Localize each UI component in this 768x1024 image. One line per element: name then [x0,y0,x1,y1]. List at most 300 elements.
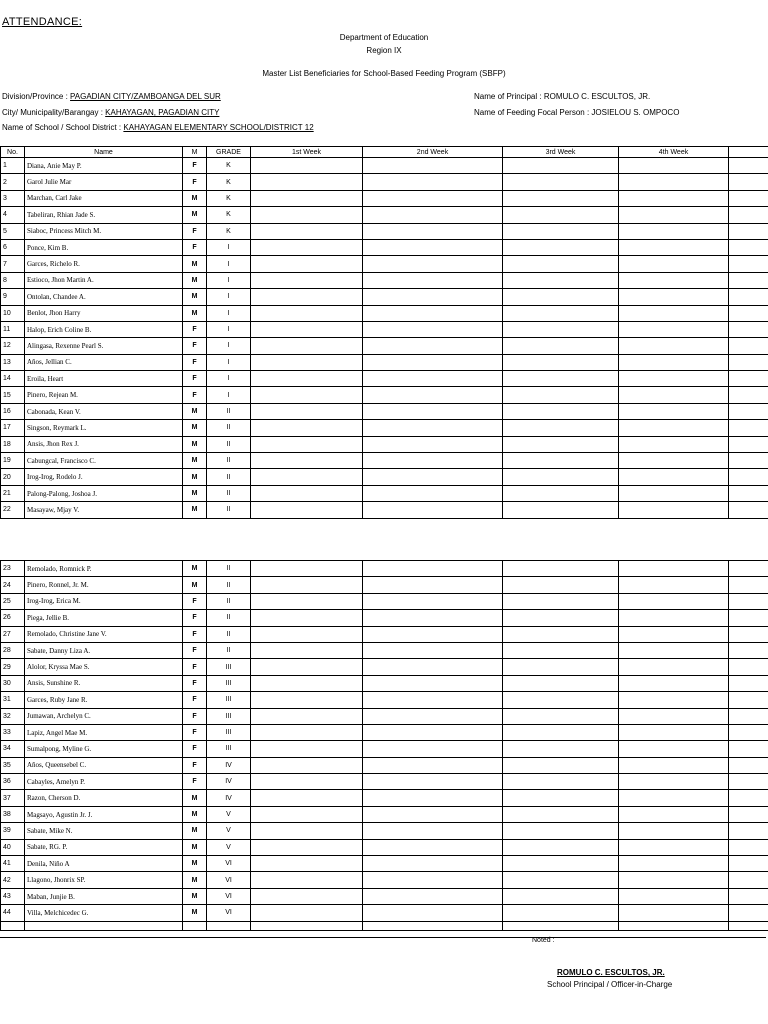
week1-cell[interactable] [251,905,363,921]
extra-cell[interactable] [729,371,768,387]
week4-cell[interactable] [619,403,729,419]
student-name: Magsayo, Agustin Jr. J. [25,806,183,822]
week2-cell[interactable] [363,561,503,577]
week2-cell[interactable] [363,436,503,452]
week4-cell[interactable] [619,741,729,757]
row-number: 5 [1,223,25,239]
table-row [1,256,768,272]
week1-cell[interactable] [251,659,363,675]
student-grade: III [207,675,251,691]
row-number: 18 [1,436,25,452]
extra-cell[interactable] [729,675,768,691]
student-name: Garces, Richelo R. [25,256,183,272]
week2-cell[interactable] [363,272,503,288]
row-number: 16 [1,403,25,419]
program-title: Master List Beneficiaries for School-Based Feeding Program (SBFP) [262,69,506,78]
table-row [1,823,768,839]
student-sex: F [183,610,207,626]
extra-cell[interactable] [729,577,768,593]
student-sex: F [183,158,207,174]
extra-cell[interactable] [729,905,768,921]
week2-cell[interactable] [363,757,503,773]
student-grade: III [207,741,251,757]
extra-cell[interactable] [729,659,768,675]
table-row [1,757,768,773]
week3-cell[interactable] [503,469,619,485]
week3-cell[interactable] [503,190,619,206]
week1-cell[interactable] [251,561,363,577]
week2-cell[interactable] [363,642,503,658]
week4-cell[interactable] [619,724,729,740]
extra-cell[interactable] [729,420,768,436]
table-row [1,174,768,190]
week4-cell[interactable] [619,354,729,370]
student-sex: F [183,174,207,190]
week4-cell[interactable] [619,888,729,904]
extra-cell[interactable] [729,806,768,822]
extra-cell[interactable] [729,321,768,337]
week4-cell[interactable] [619,190,729,206]
week2-cell[interactable] [363,577,503,593]
week3-cell[interactable] [503,485,619,501]
extra-cell[interactable] [729,741,768,757]
week3-cell[interactable] [503,692,619,708]
row-number: 37 [1,790,25,806]
week4-cell[interactable] [619,708,729,724]
student-sex: F [183,774,207,790]
week4-cell[interactable] [619,692,729,708]
week1-cell[interactable] [251,338,363,354]
week3-cell[interactable] [503,174,619,190]
week4-cell[interactable] [619,338,729,354]
extra-cell[interactable] [729,272,768,288]
week2-cell[interactable] [363,420,503,436]
week2-cell[interactable] [363,354,503,370]
week1-cell[interactable] [251,354,363,370]
student-name: Alolor, Kryssa Mae S. [25,659,183,675]
week1-cell[interactable] [251,823,363,839]
extra-cell[interactable] [729,305,768,321]
student-name: Años, Queensebel C. [25,757,183,773]
week1-cell[interactable] [251,593,363,609]
student-sex: F [183,741,207,757]
week4-cell[interactable] [619,593,729,609]
student-sex: F [183,223,207,239]
week1-cell[interactable] [251,741,363,757]
week4-cell[interactable] [619,289,729,305]
row-number: 8 [1,272,25,288]
week2-cell[interactable] [363,256,503,272]
week1-cell[interactable] [251,642,363,658]
week4-cell[interactable] [619,223,729,239]
extra-cell[interactable] [729,790,768,806]
week3-cell[interactable] [503,806,619,822]
week3-cell[interactable] [503,272,619,288]
row-number: 9 [1,289,25,305]
extra-cell[interactable] [729,642,768,658]
extra-cell[interactable] [729,207,768,223]
extra-cell[interactable] [729,757,768,773]
week2-cell[interactable] [363,387,503,403]
extra-cell[interactable] [729,190,768,206]
week1-cell[interactable] [251,190,363,206]
week3-cell[interactable] [503,223,619,239]
week1-cell[interactable] [251,692,363,708]
week3-cell[interactable] [503,561,619,577]
week1-cell[interactable] [251,856,363,872]
week3-cell[interactable] [503,872,619,888]
week3-cell[interactable] [503,338,619,354]
week2-cell[interactable] [363,675,503,691]
week3-cell[interactable] [503,158,619,174]
week1-cell[interactable] [251,872,363,888]
week3-cell[interactable] [503,741,619,757]
extra-cell[interactable] [729,223,768,239]
week2-cell[interactable] [363,888,503,904]
extra-cell[interactable] [729,453,768,469]
week4-cell[interactable] [619,453,729,469]
blank-cell [183,921,207,930]
week4-cell[interactable] [619,774,729,790]
student-sex: M [183,839,207,855]
row-number: 11 [1,321,25,337]
week1-cell[interactable] [251,436,363,452]
attendance-title: ATTENDANCE: [2,16,83,28]
week3-cell[interactable] [503,757,619,773]
student-grade: II [207,642,251,658]
student-grade: II [207,403,251,419]
week4-cell[interactable] [619,659,729,675]
extra-cell[interactable] [729,561,768,577]
week4-cell[interactable] [619,420,729,436]
extra-cell[interactable] [729,239,768,255]
week2-cell[interactable] [363,823,503,839]
week1-cell[interactable] [251,790,363,806]
extra-cell[interactable] [729,256,768,272]
week2-cell[interactable] [363,790,503,806]
week1-cell[interactable] [251,174,363,190]
student-sex: M [183,806,207,822]
extra-cell[interactable] [729,823,768,839]
week3-cell[interactable] [503,642,619,658]
week4-cell[interactable] [619,174,729,190]
extra-cell[interactable] [729,872,768,888]
week3-cell[interactable] [503,593,619,609]
student-sex: F [183,659,207,675]
week3-cell[interactable] [503,239,619,255]
table-row [1,888,768,904]
student-grade: I [207,354,251,370]
week2-cell[interactable] [363,872,503,888]
table-row [1,502,768,518]
week4-cell[interactable] [619,207,729,223]
week3-cell[interactable] [503,708,619,724]
week4-cell[interactable] [619,321,729,337]
week3-cell[interactable] [503,305,619,321]
week3-cell[interactable] [503,436,619,452]
week3-cell[interactable] [503,790,619,806]
week4-cell[interactable] [619,485,729,501]
week2-cell[interactable] [363,158,503,174]
beneficiaries-table-2 [0,560,768,931]
week1-cell[interactable] [251,708,363,724]
week4-cell[interactable] [619,272,729,288]
week4-cell[interactable] [619,757,729,773]
week4-cell[interactable] [619,626,729,642]
blank-cell [25,921,183,930]
week1-cell[interactable] [251,774,363,790]
row-number: 3 [1,190,25,206]
week2-cell[interactable] [363,371,503,387]
division-value: PAGADIAN CITY/ZAMBOANGA DEL SUR [70,92,221,101]
bottom-rule [0,937,766,938]
week4-cell[interactable] [619,790,729,806]
week4-cell[interactable] [619,872,729,888]
week3-cell[interactable] [503,420,619,436]
week3-cell[interactable] [503,905,619,921]
student-sex: F [183,724,207,740]
extra-cell[interactable] [729,774,768,790]
student-name: Pinero, Ronnel, Jr. M. [25,577,183,593]
week4-cell[interactable] [619,387,729,403]
table-row [1,354,768,370]
week2-cell[interactable] [363,626,503,642]
extra-cell[interactable] [729,724,768,740]
week1-cell[interactable] [251,485,363,501]
week3-cell[interactable] [503,839,619,855]
week2-cell[interactable] [363,403,503,419]
extra-cell[interactable] [729,692,768,708]
student-name: Garces, Ruby Jane R. [25,692,183,708]
row-number: 17 [1,420,25,436]
week4-cell[interactable] [619,371,729,387]
week2-cell[interactable] [363,453,503,469]
student-name: Ponce, Kim B. [25,239,183,255]
extra-cell[interactable] [729,708,768,724]
week2-cell[interactable] [363,239,503,255]
week4-cell[interactable] [619,610,729,626]
week3-cell[interactable] [503,610,619,626]
extra-cell[interactable] [729,354,768,370]
student-grade: I [207,272,251,288]
student-sex: F [183,239,207,255]
week4-cell[interactable] [619,469,729,485]
week3-cell[interactable] [503,256,619,272]
row-number: 38 [1,806,25,822]
student-sex: M [183,403,207,419]
week4-cell[interactable] [619,856,729,872]
student-name: Denila, Niño A [25,856,183,872]
week2-cell[interactable] [363,223,503,239]
week4-cell[interactable] [619,577,729,593]
week1-cell[interactable] [251,223,363,239]
week1-cell[interactable] [251,256,363,272]
row-number: 10 [1,305,25,321]
student-grade: I [207,289,251,305]
week4-cell[interactable] [619,675,729,691]
week3-cell[interactable] [503,675,619,691]
extra-cell[interactable] [729,626,768,642]
week2-cell[interactable] [363,659,503,675]
student-sex: F [183,593,207,609]
week3-cell[interactable] [503,321,619,337]
extra-cell[interactable] [729,403,768,419]
student-name: Piega, Jellie B. [25,610,183,626]
week3-cell[interactable] [503,207,619,223]
extra-cell[interactable] [729,593,768,609]
week3-cell[interactable] [503,403,619,419]
week2-cell[interactable] [363,856,503,872]
week1-cell[interactable] [251,675,363,691]
week3-cell[interactable] [503,354,619,370]
week3-cell[interactable] [503,626,619,642]
week2-cell[interactable] [363,839,503,855]
week1-cell[interactable] [251,403,363,419]
week4-cell[interactable] [619,839,729,855]
student-grade: I [207,305,251,321]
week3-cell[interactable] [503,774,619,790]
week3-cell[interactable] [503,823,619,839]
week3-cell[interactable] [503,387,619,403]
week4-cell[interactable] [619,502,729,518]
extra-cell[interactable] [729,839,768,855]
week4-cell[interactable] [619,642,729,658]
week2-cell[interactable] [363,741,503,757]
week1-cell[interactable] [251,839,363,855]
week2-cell[interactable] [363,207,503,223]
extra-cell[interactable] [729,289,768,305]
extra-cell[interactable] [729,174,768,190]
week2-cell[interactable] [363,174,503,190]
table-row [1,642,768,658]
week1-cell[interactable] [251,371,363,387]
week4-cell[interactable] [619,436,729,452]
week1-cell[interactable] [251,610,363,626]
row-number: 15 [1,387,25,403]
week3-cell[interactable] [503,724,619,740]
extra-cell[interactable] [729,469,768,485]
week2-cell[interactable] [363,338,503,354]
week1-cell[interactable] [251,207,363,223]
week1-cell[interactable] [251,453,363,469]
week2-cell[interactable] [363,469,503,485]
week1-cell[interactable] [251,387,363,403]
student-grade: V [207,839,251,855]
week2-cell[interactable] [363,289,503,305]
student-grade: K [207,223,251,239]
week3-cell[interactable] [503,502,619,518]
week2-cell[interactable] [363,321,503,337]
signatory-name: ROMULO C. ESCULTOS, JR. [557,968,665,977]
student-sex: F [183,757,207,773]
week1-cell[interactable] [251,321,363,337]
student-name: Marchan, Carl Jake [25,190,183,206]
week3-cell[interactable] [503,453,619,469]
week2-cell[interactable] [363,806,503,822]
table-row [1,610,768,626]
student-sex: F [183,354,207,370]
week1-cell[interactable] [251,724,363,740]
student-name: Siaboc, Princess Mitch M. [25,223,183,239]
week2-cell[interactable] [363,502,503,518]
row-number: 28 [1,642,25,658]
table-row [1,387,768,403]
week1-cell[interactable] [251,757,363,773]
week2-cell[interactable] [363,692,503,708]
principal-value: ROMULO C. ESCULTOS, JR. [543,92,651,101]
week1-cell[interactable] [251,577,363,593]
extra-cell[interactable] [729,856,768,872]
student-sex: M [183,207,207,223]
week2-cell[interactable] [363,905,503,921]
school-label: Name of School / School District : [2,123,122,132]
week4-cell[interactable] [619,823,729,839]
week1-cell[interactable] [251,888,363,904]
student-grade: K [207,190,251,206]
extra-cell[interactable] [729,888,768,904]
week2-cell[interactable] [363,774,503,790]
week1-cell[interactable] [251,289,363,305]
week3-cell[interactable] [503,289,619,305]
week1-cell[interactable] [251,806,363,822]
week1-cell[interactable] [251,469,363,485]
extra-cell[interactable] [729,610,768,626]
week2-cell[interactable] [363,305,503,321]
extra-cell[interactable] [729,387,768,403]
week3-cell[interactable] [503,659,619,675]
week2-cell[interactable] [363,485,503,501]
week3-cell[interactable] [503,371,619,387]
week4-cell[interactable] [619,256,729,272]
week1-cell[interactable] [251,158,363,174]
week3-cell[interactable] [503,856,619,872]
extra-cell[interactable] [729,436,768,452]
student-sex: M [183,856,207,872]
week1-cell[interactable] [251,626,363,642]
week4-cell[interactable] [619,905,729,921]
week3-cell[interactable] [503,888,619,904]
row-number: 32 [1,708,25,724]
week2-cell[interactable] [363,190,503,206]
week4-cell[interactable] [619,158,729,174]
extra-cell[interactable] [729,485,768,501]
row-number: 1 [1,158,25,174]
student-grade: I [207,387,251,403]
week4-cell[interactable] [619,806,729,822]
student-grade: IV [207,757,251,773]
week4-cell[interactable] [619,239,729,255]
week2-cell[interactable] [363,708,503,724]
week1-cell[interactable] [251,305,363,321]
extra-cell[interactable] [729,158,768,174]
week1-cell[interactable] [251,502,363,518]
week4-cell[interactable] [619,305,729,321]
table-row [1,708,768,724]
week1-cell[interactable] [251,272,363,288]
week2-cell[interactable] [363,724,503,740]
week1-cell[interactable] [251,420,363,436]
week4-cell[interactable] [619,561,729,577]
week3-cell[interactable] [503,577,619,593]
week2-cell[interactable] [363,610,503,626]
student-sex: M [183,485,207,501]
student-grade: III [207,692,251,708]
extra-cell[interactable] [729,502,768,518]
student-grade: VI [207,856,251,872]
week1-cell[interactable] [251,239,363,255]
week2-cell[interactable] [363,593,503,609]
extra-cell[interactable] [729,338,768,354]
